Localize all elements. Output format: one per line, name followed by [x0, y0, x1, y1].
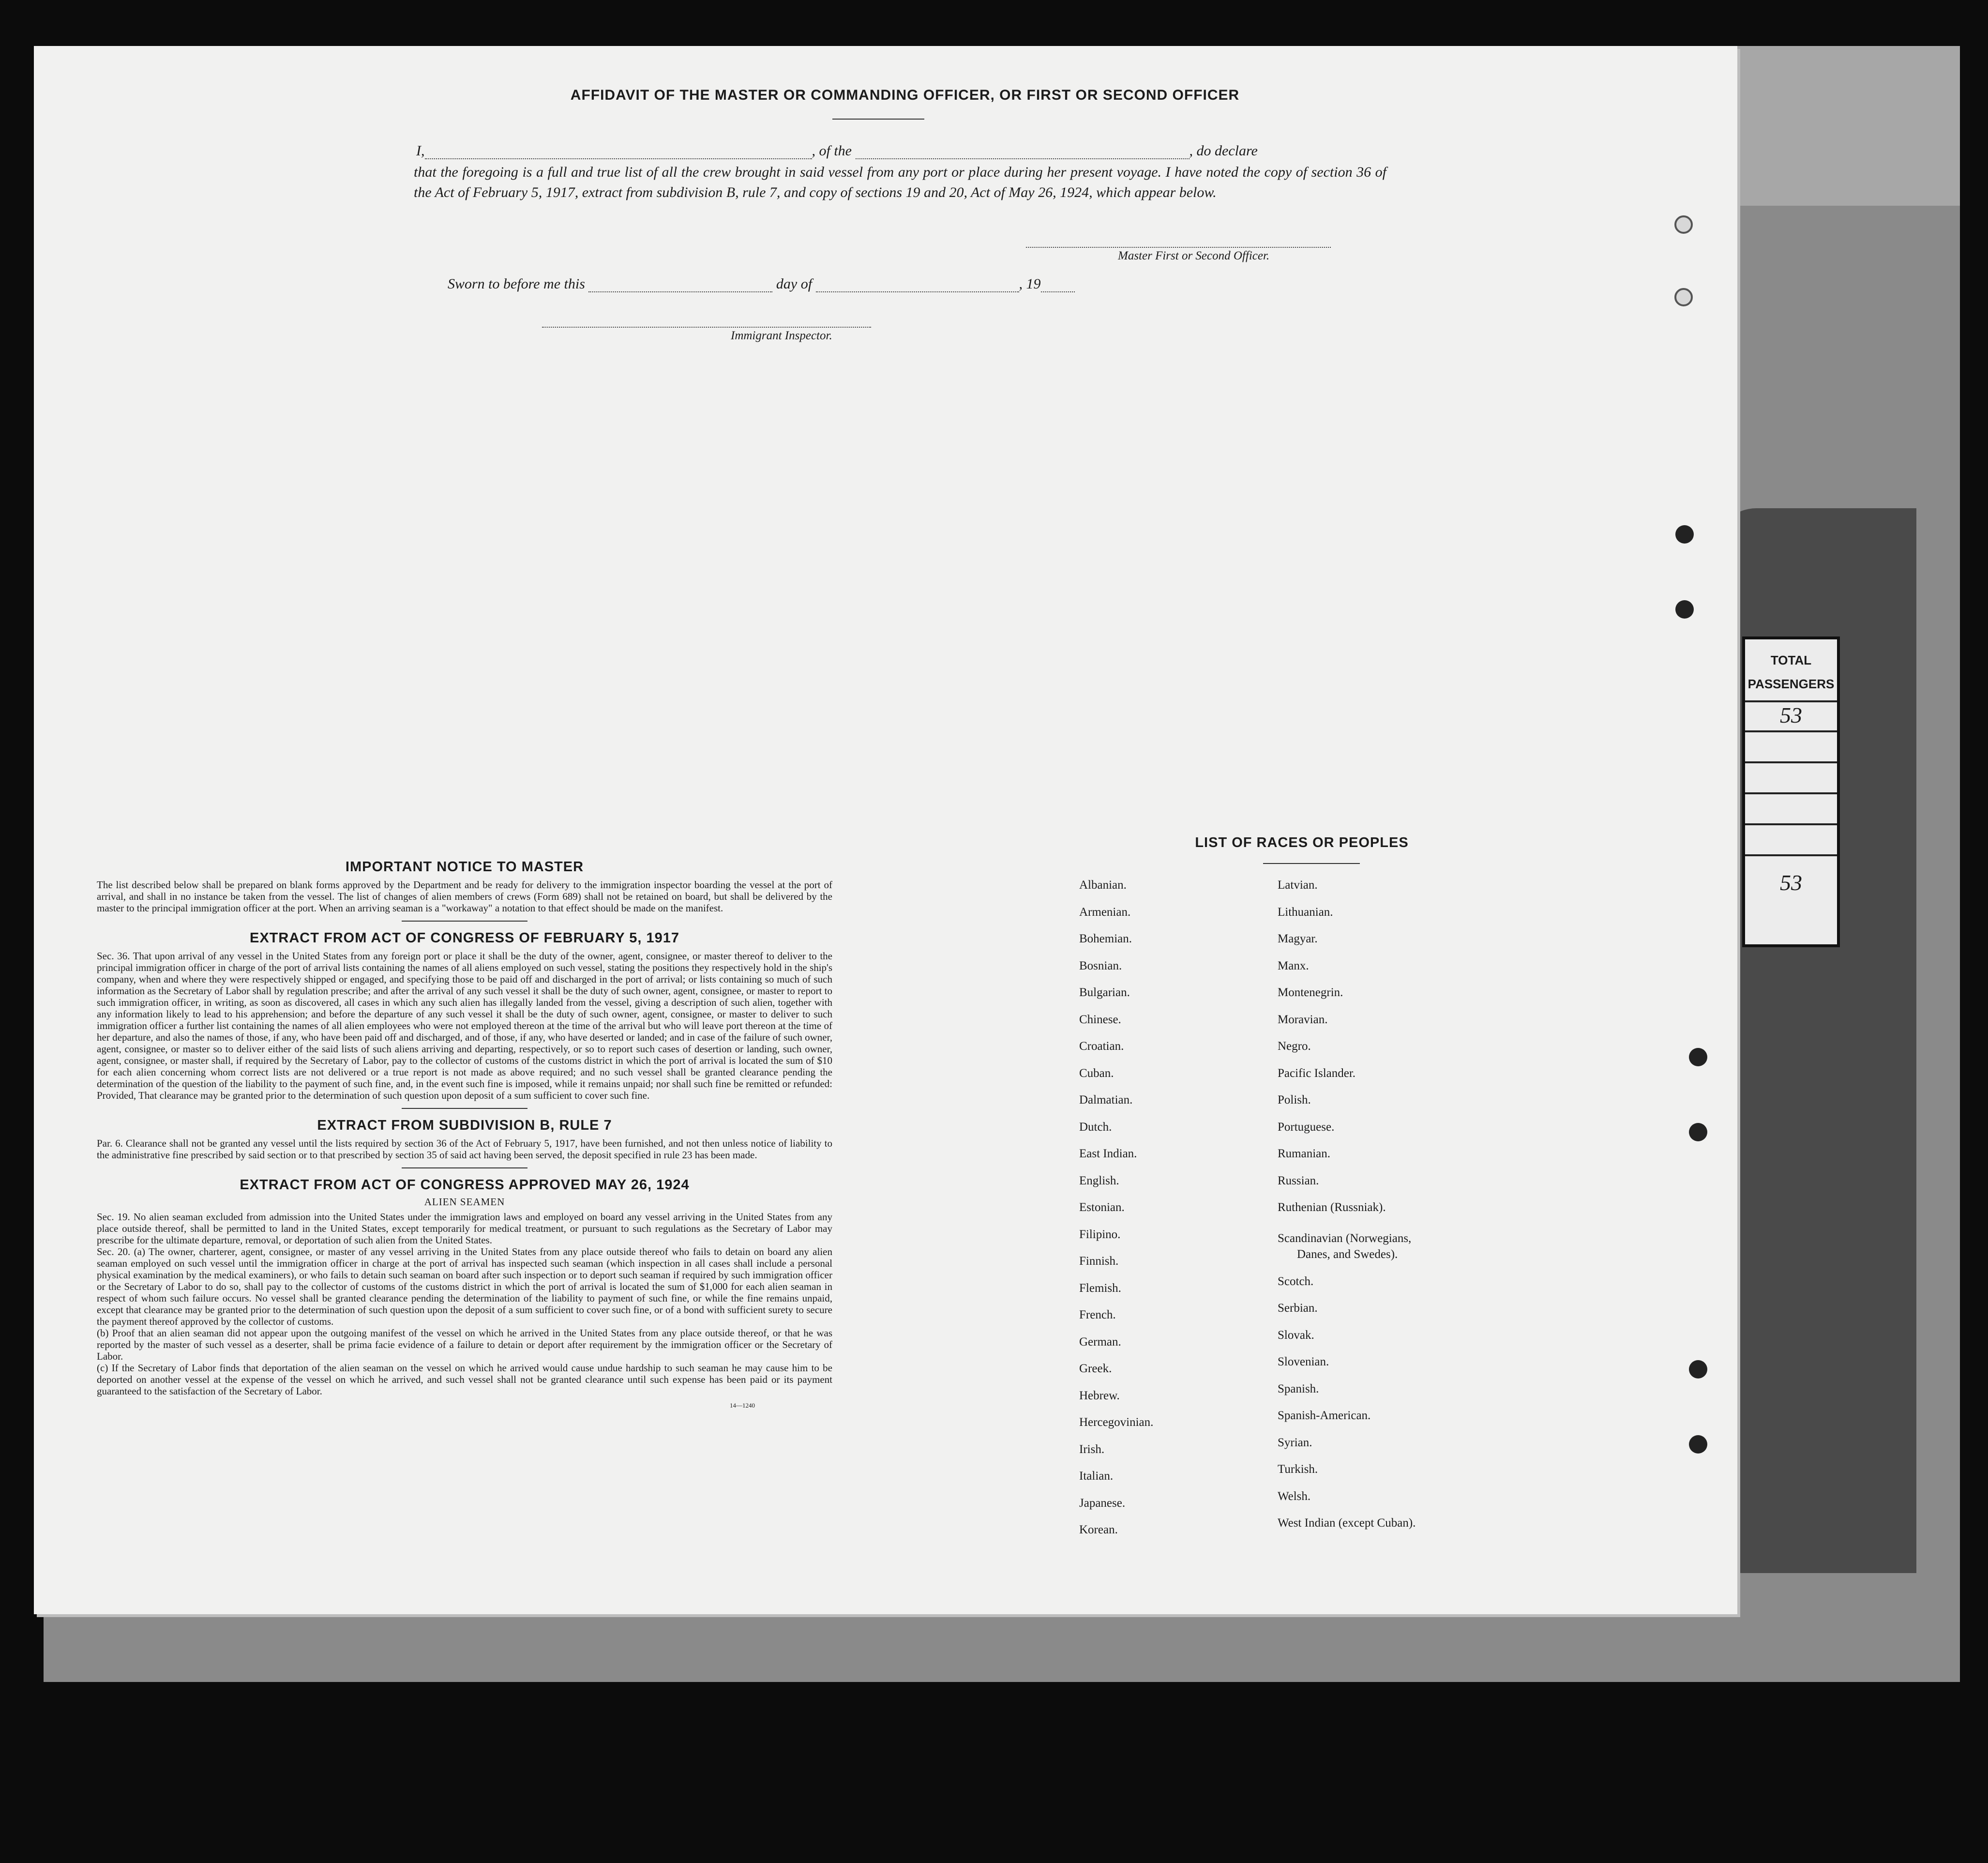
race-item: Slovenian.: [1278, 1355, 1329, 1368]
extract-1924-title: EXTRACT FROM ACT OF CONGRESS APPROVED MAY 26, 1924: [240, 1177, 690, 1193]
race-item: Ruthenian (Russniak).: [1278, 1201, 1386, 1214]
race-item: Italian.: [1079, 1469, 1114, 1483]
form-number: 14—1240: [730, 1402, 755, 1409]
race-item: Bulgarian.: [1079, 986, 1130, 999]
race-item: Rumanian.: [1278, 1147, 1331, 1160]
divider: [402, 1108, 527, 1109]
race-item: Korean.: [1079, 1523, 1118, 1536]
tally-row: [1745, 730, 1837, 761]
race-item: Scotch.: [1278, 1274, 1314, 1288]
race-item: Albanian.: [1079, 878, 1127, 892]
races-title: LIST OF RACES OR PEOPLES: [1195, 835, 1409, 850]
master-signature-line: [1026, 247, 1331, 248]
binder-hole: [1674, 288, 1693, 306]
sec20a-body: Sec. 20. (a) The owner, charterer, agent, consignee, or master of any vessel arriving in the United States from any place outside thereof who fails to detain on board any alien seaman employed on such vessel until the immigration officer in charge at the port of arrival has inspected such seaman (which inspection in all cases shall include a personal physical examination by the medical examiners), or who fails to detain such seaman on board after such inspection or to deport such seaman if required by such immigration officer or the Secretary of Labor to do so, shall pay to the collector of customs of the customs district in which the port of arrival is located the sum of $1,000 for each alien seaman in respect of whom such failure occurs. No vessel shall be granted clearance pending the determination of the liability to payment of such fine, or while the fine remains unpaid, except that clearance may be granted prior to the determination of such question upon the deposit of a sum sufficient to cover such fine, or of a bond with sufficient surety to secure the payment thereof approved by the collector of customs.: [97, 1246, 832, 1327]
affidavit-body: that the foregoing is a full and true list of all the crew brought in said vessel from any port or place during her present voyage. I have noted the copy of section 36 of the Act of February 5, 1917, extract from subdivision B, rule 7, and copy of sections 19 and 20, Act of May 26, 1924, which appear below.: [414, 164, 1386, 200]
race-item: Hercegovinian.: [1079, 1416, 1154, 1429]
races-column-2: [1278, 878, 1529, 1566]
month-blank: [816, 291, 1019, 292]
sec19-body: Sec. 19. No alien seaman excluded from admission into the United States under the immigration laws and employed on board any vessel arriving in the United States from any place outside thereof, shall be permitted to land in the United States, except temporarily for medical treatment, or pursuant to such regulations as the Secretary of Labor may prescribe for the ultimate departure, removal, or deportation of such alien from the United States.: [97, 1211, 832, 1246]
inspector-signature-line: [542, 327, 871, 328]
race-item: East Indian.: [1079, 1147, 1137, 1160]
manifest-page: [34, 46, 1737, 1614]
race-item: Cuban.: [1079, 1066, 1114, 1080]
race-item: Slovak.: [1278, 1328, 1314, 1342]
race-item: Estonian.: [1079, 1201, 1125, 1214]
alien-seamen-subtitle: ALIEN SEAMEN: [424, 1196, 505, 1208]
race-item: West Indian (except Cuban).: [1278, 1516, 1416, 1530]
race-item: German.: [1079, 1335, 1121, 1348]
race-item: Pacific Islander.: [1278, 1066, 1356, 1080]
rule7-title: EXTRACT FROM SUBDIVISION B, RULE 7: [317, 1118, 612, 1133]
do-declare-label: , do declare: [1189, 143, 1258, 159]
race-item: Turkish.: [1278, 1463, 1318, 1476]
day-blank: [588, 291, 772, 292]
rule7-body: Par. 6. Clearance shall not be granted any vessel until the lists required by section 36 of the Act of February 5, 1917, have been furnished, and not then unless notice of liability to the administrative fine prescribed by said section or to that prescribed by section 35 of said act having been served, the deposit specified in rule 23 has been made.: [97, 1137, 832, 1161]
race-item: Serbian.: [1278, 1302, 1318, 1315]
race-item: Latvian.: [1278, 878, 1318, 892]
divider: [402, 1167, 527, 1168]
race-item: Montenegrin.: [1278, 986, 1343, 999]
race-item: Armenian.: [1079, 905, 1131, 919]
race-item: Greek.: [1079, 1362, 1112, 1375]
tally-value-2: 53: [1745, 854, 1837, 909]
race-item: Hebrew.: [1079, 1389, 1120, 1402]
race-item: Magyar.: [1278, 932, 1318, 945]
race-item: Spanish.: [1278, 1382, 1319, 1395]
binder-hole: [1675, 525, 1694, 544]
race-item: Chinese.: [1079, 1013, 1121, 1026]
vessel-blank: [856, 158, 1190, 159]
race-item: Manx.: [1278, 959, 1309, 972]
race-item: Irish.: [1079, 1442, 1105, 1456]
total-passengers-box: [1742, 636, 1840, 947]
race-item: Dutch.: [1079, 1120, 1112, 1134]
race-item: Polish.: [1278, 1093, 1311, 1106]
race-item: Syrian.: [1278, 1436, 1312, 1449]
name-blank: [425, 158, 812, 159]
race-item: Russian.: [1278, 1174, 1319, 1187]
divider: [1263, 863, 1360, 864]
left-column: [97, 859, 832, 1409]
tally-row: [1745, 761, 1837, 792]
race-item: Flemish.: [1079, 1281, 1121, 1295]
day-of-label: day of: [776, 276, 813, 292]
race-item: English.: [1079, 1174, 1119, 1187]
tally-value-1: 53: [1745, 700, 1837, 730]
tally-header-passengers: PASSENGERS: [1747, 677, 1835, 691]
race-item: Negro.: [1278, 1040, 1311, 1053]
affidavit-declaration-line: [416, 143, 1384, 159]
inspector-label: Immigrant Inspector.: [731, 329, 832, 342]
race-item: French.: [1079, 1308, 1116, 1321]
races-column-1: [1079, 878, 1263, 1566]
sec20c-body: (c) If the Secretary of Labor finds that deportation of the alien seaman on the vessel on which he arrived would cause undue hardship to such seaman he may cause him to be deported on another vessel at the expense of the vessel on which he arrived, and such vessel shall not be granted clearance until such expense has been paid or its payment guaranteed to the satisfaction of the Secretary of Labor.: [97, 1362, 832, 1397]
race-item: Bohemian.: [1079, 932, 1132, 945]
race-item: Danes, and Swedes).: [1297, 1248, 1398, 1261]
binder-hole: [1689, 1435, 1707, 1454]
binder-hole: [1674, 215, 1693, 234]
binder-hole: [1689, 1123, 1707, 1141]
of-the-label: , of the: [812, 143, 852, 159]
divider: [402, 921, 527, 922]
notice-body: The list described below shall be prepared on blank forms approved by the Department and be ready for delivery to the immigration inspector boarding the vessel at the port of arrival, and shall in no instance be taken from the vessel. The list of changes of alien members of crews (Form 689) shall not be retained on board, but shall be delivered by the master to the principal immigration officer at the port. When an arriving seaman is a "workaway" a notation to that effect should be made on the manifest.: [97, 879, 832, 914]
sworn-label: Sworn to before me this: [448, 276, 585, 292]
tally-row: [1745, 792, 1837, 823]
binder-hole: [1689, 1048, 1707, 1066]
race-item: Croatian.: [1079, 1040, 1124, 1053]
race-item: Bosnian.: [1079, 959, 1122, 972]
race-item: Filipino.: [1079, 1227, 1121, 1241]
race-item: Welsh.: [1278, 1489, 1311, 1503]
race-item: Lithuanian.: [1278, 905, 1333, 919]
binder-hole: [1689, 1360, 1707, 1378]
year-blank: [1041, 291, 1075, 292]
binder-hole: [1675, 600, 1694, 619]
extract-1917-title: EXTRACT FROM ACT OF CONGRESS OF FEBRUARY 5, 1917: [249, 930, 680, 946]
sec20b-body: (b) Proof that an alien seaman did not appear upon the outgoing manifest of the vessel on which he arrived in the United States from any place outside thereof, or that he was reported by the master of such vessel as a deserter, shall be prima facie evidence of a failure to detain or deport after requirement by the immigration officer or the Secretary of Labor.: [97, 1327, 832, 1362]
tally-header-total: TOTAL: [1770, 653, 1812, 667]
sworn-line: [448, 276, 1075, 292]
race-item: Scandinavian (Norwegians,: [1278, 1231, 1412, 1245]
notice-title: IMPORTANT NOTICE TO MASTER: [345, 859, 584, 875]
year-label: , 19: [1019, 276, 1041, 292]
race-item: Japanese.: [1079, 1496, 1126, 1510]
tally-row: [1745, 823, 1837, 854]
divider: [832, 119, 924, 120]
race-item: Dalmatian.: [1079, 1093, 1133, 1106]
race-item: Spanish-American.: [1278, 1409, 1371, 1422]
race-item: Portuguese.: [1278, 1120, 1335, 1134]
affidavit-i-label: I,: [416, 143, 425, 159]
race-item: Finnish.: [1079, 1255, 1119, 1268]
extract-1917-body: Sec. 36. That upon arrival of any vessel in the United States from any foreign port or place it shall be the duty of the owner, agent, consignee, or master thereof to deliver to the principal immigration officer in charge of the port of arrival lists containing the names of all aliens employed on such vessel, stating the positions they respectively hold in the ship's company, when and where they were respectively shipped or engaged, and specifying those to be paid off and discharged in the port of arrival; or lists containing so much of such information as the Secretary of Labor shall by regulation prescribe; and after the arrival of any such vessel it shall be the duty of such owner, agent, consignee, or master to report to such immigration officer, in writing, as soon as discovered, all cases in which any such alien has illegally landed from the vessel, giving a description of such alien, together with any information likely to lead to his apprehension; and before the departure of any such vessel it shall be the duty of such owner, agent, consignee, or master to deliver to such immigration officer a further list containing the names of all alien employees who were not employed thereon at the time of the arrival but who will leave port thereon at the time of her departure, and also the names of those, if any, who have been paid off and discharged, and of those, if any, who have deserted or landed; and in case of the failure of such owner, agent, consignee, or master so to deliver either of the said lists of such aliens arriving and departing, respectively, or so to report such cases of desertion or landing, such owner, agent, consignee, or master shall, if required by the Secretary of Labor, pay to the collector of customs of the customs district in which the port of arrival is located the sum of $10 for each alien concerning whom correct lists are not delivered or a true report is not made as above required; and no such vessel shall be granted clearance pending the determination of the question of the liability to the payment of such fine, and, in the event such fine is imposed, while it remains unpaid; nor shall such fine be remitted or refunded: Provided, That clearance may be granted prior to the determination of such question upon deposit of a sum sufficient to cover such fine.: [97, 950, 832, 1101]
affidavit-title: AFFIDAVIT OF THE MASTER OR COMMANDING OFFICER, OR FIRST OR SECOND OFFICER: [570, 87, 1240, 103]
master-signature-label: Master First or Second Officer.: [1118, 249, 1270, 262]
race-item: Moravian.: [1278, 1013, 1328, 1026]
